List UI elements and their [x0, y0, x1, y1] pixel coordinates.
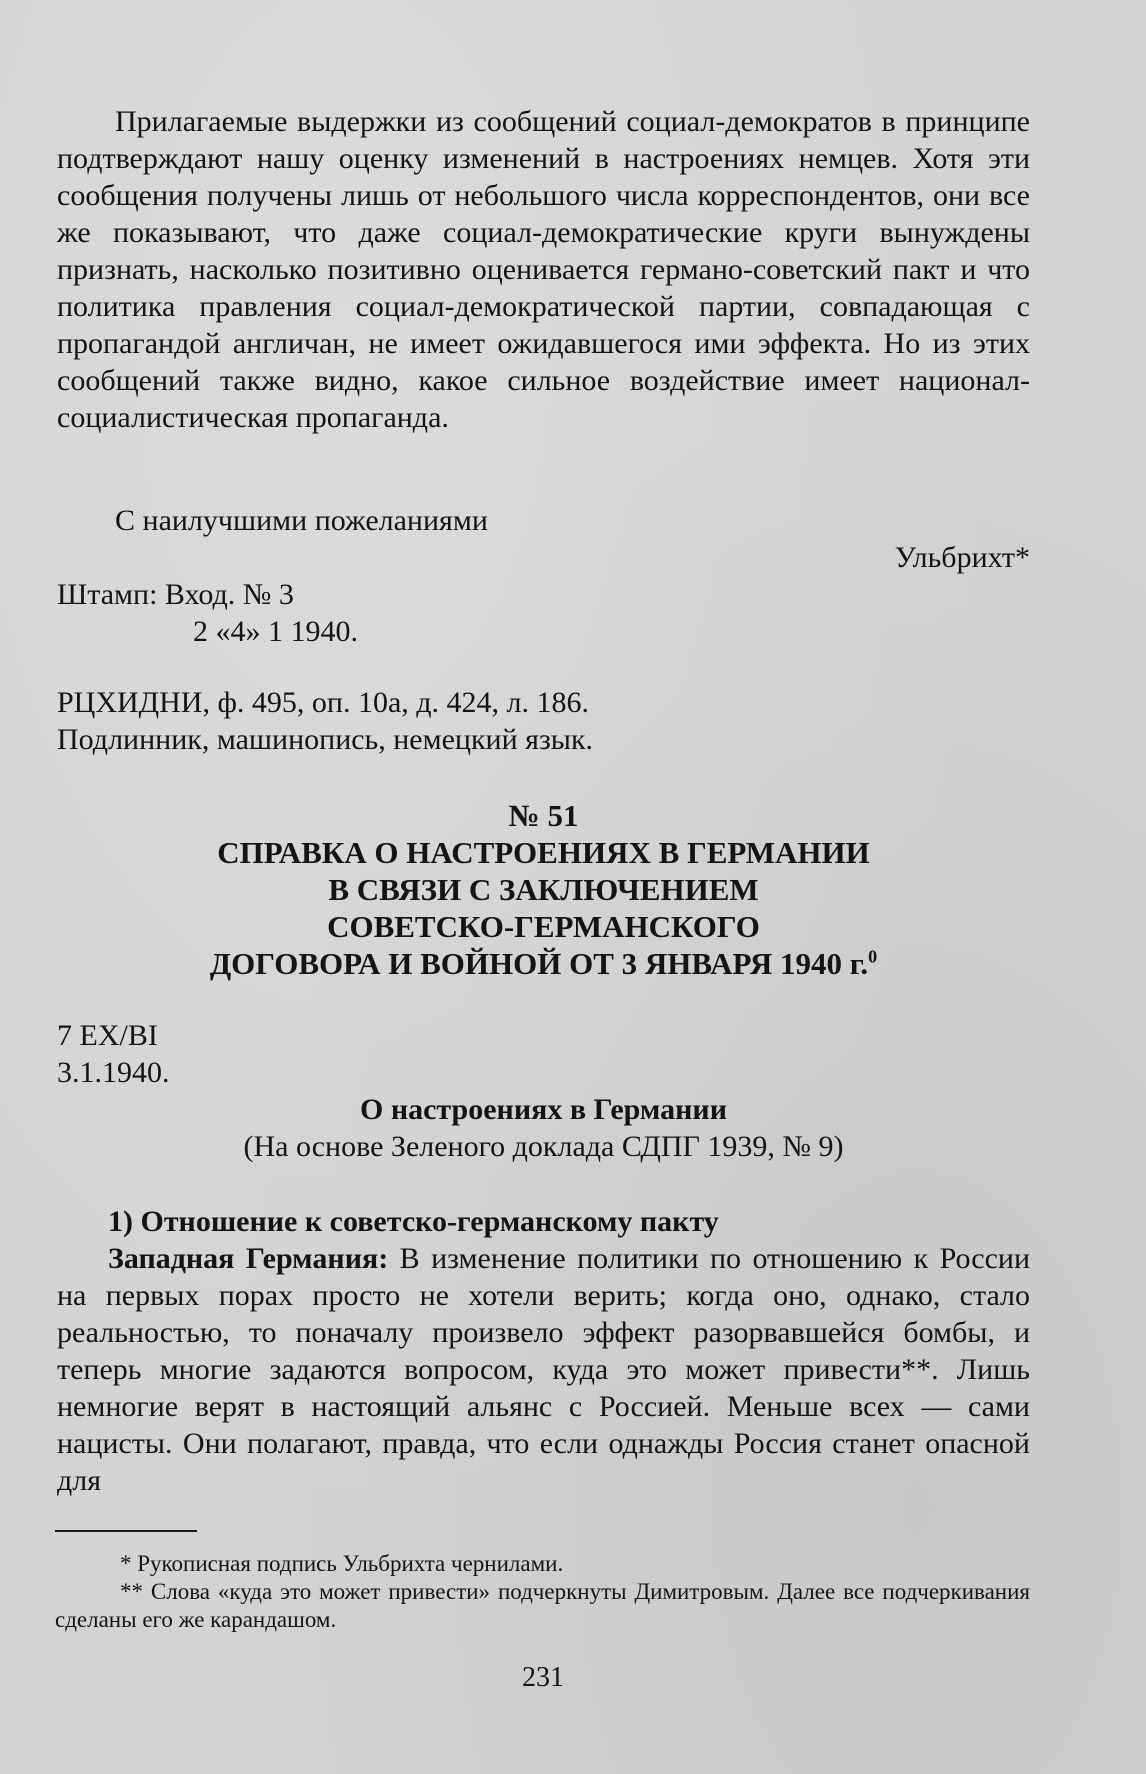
letter-paragraph: Прилагаемые выдержки из сообщений социал-демократов в принципе подтверждают нашу оценку изменений в настроениях немцев. Хотя эти сообщения получены лишь от небольшого числа корреспондентов, они все же показывают, что даже социал-демократические круги вынуждены признать, насколько позитивно оценивается германо-советский пакт и что политика правления социал-демократической партии, совпадающая с пропагандой англичан, не имеет ожидавшегося ими эффекта. Но из этих сообщений также видно, какое сильное воздействие имеет национал-социалистическая пропаганда. [57, 105, 1030, 434]
archive-block [57, 684, 1030, 758]
document-title-line-4 [57, 945, 1030, 982]
body-section [57, 1203, 1030, 1499]
document-title-line-2: В СВЯЗИ С ЗАКЛЮЧЕНИЕМ [328, 872, 759, 907]
body-paragraph [57, 1240, 1030, 1499]
subject-block [57, 1091, 1030, 1165]
body-text: В изменение политики по отношению к России на первых порах просто не хотели верить; когда оно, однако, стало реальностью, то поначалу произвело эффект разорвавшейся бомбы, и теперь многие задаются вопросом, куда это может привести**. Лишь немногие верят в настоящий альянс с Россией. Меньше всех — сами нацисты. Они полагают, правда, что если однажды Россия станет опасной для [57, 1242, 1030, 1497]
letter-section [57, 103, 1030, 436]
reference-code: 7 EX/BI [57, 1019, 158, 1052]
signature: Ульбрихт* [894, 541, 1030, 574]
stamp-line: Штамп: Вход. № 3 [57, 578, 294, 611]
document-date: 3.1.1940. [57, 1056, 170, 1089]
region-label: Западная Германия: [108, 1242, 389, 1275]
footnote-2: ** Слова «куда это может привести» подчеркнуты Димитровым. Далее все подчеркивания сделаны его же карандашом. [55, 1579, 1030, 1632]
subject-title: О настроениях в Германии [360, 1093, 727, 1126]
page-number: 231 [522, 1662, 564, 1693]
document-header [57, 797, 1030, 982]
subject-source: (На основе Зеленого доклада СДПГ 1939, № 9) [243, 1130, 844, 1163]
section-heading: 1) Отношение к советско-германскому пакту [108, 1205, 719, 1238]
document-title-line-3: СОВЕТСКО-ГЕРМАНСКОГО [327, 909, 760, 944]
title-text: ДОГОВОРА И ВОЙНОЙ ОТ 3 ЯНВАРЯ 1940 г. [209, 946, 869, 981]
archive-note: Подлинник, машинопись, немецкий язык. [57, 723, 594, 756]
document-title-line-1: СПРАВКА О НАСТРОЕНИЯХ В ГЕРМАНИИ [217, 835, 870, 870]
stamp-date: 2 «4» 1 1940. [193, 615, 358, 648]
footnotes [55, 1550, 1030, 1634]
document-meta [57, 1017, 1030, 1091]
title-marker: 0 [868, 946, 878, 967]
document-number: № 51 [508, 798, 579, 833]
footnote-1: * Рукописная подпись Ульбрихта чернилами. [120, 1551, 564, 1576]
closing-block [57, 502, 1030, 650]
archive-reference: РЦХИДНИ, ф. 495, оп. 10а, д. 424, л. 186. [57, 686, 590, 719]
footnote-divider [55, 1530, 197, 1532]
closing-greeting: С наилучшими пожеланиями [115, 504, 488, 537]
